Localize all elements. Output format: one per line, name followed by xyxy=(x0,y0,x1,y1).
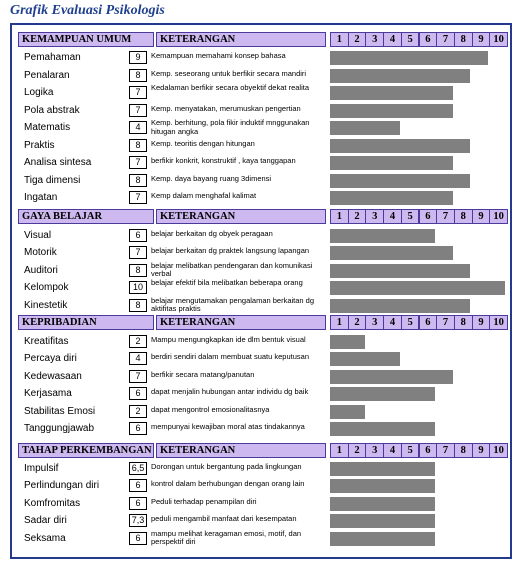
score-box: 6 xyxy=(129,229,147,242)
scale-tick-label: 2 xyxy=(348,209,367,224)
scale-tick-label: 2 xyxy=(348,315,367,330)
aspect-label: Percaya diri xyxy=(24,353,77,365)
score-bar xyxy=(330,174,470,188)
aspect-label: Kelompok xyxy=(24,282,69,294)
score-bar xyxy=(330,51,488,65)
description-header: KETERANGAN xyxy=(156,32,326,47)
score-bar xyxy=(330,264,470,278)
description-text: belajar mengutamakan pengalaman berkaitan dg aktifitas praktis xyxy=(151,295,315,314)
scale-tick-label: 7 xyxy=(436,209,455,224)
description-text: Dorongan untuk bergantung pada lingkungan xyxy=(151,462,302,471)
scale-tick-label: 10 xyxy=(489,209,508,224)
score-box: 7 xyxy=(129,191,147,204)
scale-tick-label: 9 xyxy=(472,209,491,224)
scale-tick-label: 1 xyxy=(330,315,349,330)
score-box: 4 xyxy=(129,121,147,134)
aspect-label: Visual xyxy=(24,230,52,241)
score-bar xyxy=(330,246,453,260)
aspect-label: Motorik xyxy=(24,247,57,259)
scale-tick-label: 6 xyxy=(419,32,438,47)
score-box: 8 xyxy=(129,69,147,82)
score-box: 7 xyxy=(129,104,147,117)
scale-tick-label: 5 xyxy=(401,315,420,330)
aspect-label: Tanggungjawab xyxy=(24,423,95,434)
score-bar xyxy=(330,532,435,546)
score-box: 6,5 xyxy=(129,462,147,475)
scale-tick-label: 3 xyxy=(365,443,384,458)
scale-tick-label: 6 xyxy=(419,209,438,224)
score-box: 7 xyxy=(129,86,147,99)
description-text: Mampu mengungkapkan ide dlm bentuk visual xyxy=(151,335,306,344)
scale-tick-label: 2 xyxy=(348,443,367,458)
scale-tick-label: 3 xyxy=(365,32,384,47)
aspect-label: Penalaran xyxy=(24,69,70,81)
scale-tick-label: 8 xyxy=(454,315,473,330)
scale-tick-label: 6 xyxy=(419,443,438,458)
aspect-label: Matematis xyxy=(24,122,71,133)
scale-tick-label: 1 xyxy=(330,32,349,47)
scale-tick-label: 3 xyxy=(365,315,384,330)
description-text: berfikir secara matang/panutan xyxy=(151,369,255,379)
scale-tick-label: 8 xyxy=(454,209,473,224)
score-bar xyxy=(330,86,453,100)
scale-tick-label: 10 xyxy=(489,443,508,458)
score-box: 4 xyxy=(129,352,147,365)
scale-tick-label: 4 xyxy=(383,32,402,47)
score-box: 7 xyxy=(129,370,147,383)
score-bar xyxy=(330,139,470,153)
aspect-label: Komfromitas xyxy=(24,497,81,509)
scale-tick-label: 4 xyxy=(383,209,402,224)
score-box: 8 xyxy=(129,174,147,187)
score-bar xyxy=(330,69,470,83)
description-header: KETERANGAN xyxy=(156,443,326,458)
description-header: KETERANGAN xyxy=(156,315,326,330)
aspect-label: Pola abstrak xyxy=(24,104,80,116)
aspect-label: Praktis xyxy=(24,139,55,151)
scale-tick-label: 10 xyxy=(489,315,508,330)
aspect-label: Auditori xyxy=(24,264,58,276)
section-header: KEMAMPUAN UMUM xyxy=(18,32,154,47)
score-bar xyxy=(330,229,435,243)
aspect-label: Perlindungan diri xyxy=(24,480,100,492)
description-text: belajar efektif bila melibatkan beberapa orang xyxy=(151,278,303,288)
score-box: 10 xyxy=(129,281,147,294)
score-bar xyxy=(330,462,435,476)
scale-tick-label: 5 xyxy=(401,209,420,224)
description-header: KETERANGAN xyxy=(156,209,326,224)
score-box: 8 xyxy=(129,264,147,277)
description-text: kontrol dalam berhubungan dengan orang lain xyxy=(151,479,305,489)
description-text: belajar melibatkan pendengaran dan komunikasi verbal xyxy=(151,260,313,279)
description-text: Kemp. seseorang untuk berfikir secara mandiri xyxy=(151,68,307,78)
score-bar xyxy=(330,405,365,419)
description-text: mempunyai kewajiban moral atas tindakannya xyxy=(151,422,305,431)
scale-tick-label: 8 xyxy=(454,443,473,458)
description-text: peduli mengambil manfaat dari kesempatan xyxy=(151,514,297,524)
description-text: mampu melihat keragaman emosi, motif, dan perspektif diri xyxy=(151,528,302,547)
scale-tick-label: 8 xyxy=(454,32,473,47)
scale-tick-label: 2 xyxy=(348,32,367,47)
score-bar xyxy=(330,497,435,511)
score-bar xyxy=(330,335,365,349)
scale-tick-label: 9 xyxy=(472,315,491,330)
scale-tick-label: 4 xyxy=(383,315,402,330)
description-text: belajar berkaitan dg obyek peragaan xyxy=(151,229,273,238)
aspect-label: Impulsif xyxy=(24,463,59,474)
score-bar xyxy=(330,299,470,313)
section-header: TAHAP PERKEMBANGAN xyxy=(18,443,154,458)
scale-tick-label: 6 xyxy=(419,315,438,330)
aspect-label: Kreatifitas xyxy=(24,336,69,347)
scale-tick-label: 1 xyxy=(330,443,349,458)
description-text: Kemp dalam menghafal kalimat xyxy=(151,191,257,200)
aspect-label: Pemahaman xyxy=(24,52,81,63)
score-box: 9 xyxy=(129,51,147,64)
scale-tick-label: 7 xyxy=(436,315,455,330)
score-box: 7 xyxy=(129,156,147,169)
page-title: Grafik Evaluasi Psikologis xyxy=(10,3,165,18)
score-bar xyxy=(330,104,453,118)
score-box: 6 xyxy=(129,479,147,492)
scale-tick-label: 9 xyxy=(472,443,491,458)
description-text: belajar berkaitan dg praktek langsung lapangan xyxy=(151,246,310,256)
score-box: 7,3 xyxy=(129,514,147,527)
description-text: dapat menjalin hubungan antar individu dg baik xyxy=(151,387,309,397)
score-box: 6 xyxy=(129,387,147,400)
score-box: 2 xyxy=(129,335,147,348)
aspect-label: Kedewasaan xyxy=(24,370,82,382)
aspect-label: Logika xyxy=(24,87,54,98)
aspect-label: Sadar diri xyxy=(24,515,67,527)
scale-tick-label: 10 xyxy=(489,32,508,47)
score-bar xyxy=(330,387,435,401)
score-bar xyxy=(330,156,453,170)
scale-tick-label: 7 xyxy=(436,32,455,47)
description-text: Kemp. berhitung, pola fikir induktif mnggunakan hitugan angka xyxy=(151,118,310,136)
aspect-label: Kinestetik xyxy=(24,299,68,311)
score-bar xyxy=(330,514,435,528)
description-text: berfikir konkrit, konstruktif , kaya tanggapan xyxy=(151,156,296,165)
description-text: berdiri sendiri dalam membuat suatu keputusan xyxy=(151,352,310,362)
section-header: GAYA BELAJAR xyxy=(18,209,154,224)
score-box: 2 xyxy=(129,405,147,418)
scale-tick-label: 3 xyxy=(365,209,384,224)
score-bar xyxy=(330,281,505,295)
description-text: Kemp. menyatakan, merumuskan pengertian xyxy=(151,103,301,113)
aspect-label: Analisa sintesa xyxy=(24,157,92,168)
aspect-label: Kerjasama xyxy=(24,388,72,400)
score-bar xyxy=(330,370,453,384)
scale-tick-label: 7 xyxy=(436,443,455,458)
description-text: Kemp. teoritis dengan hitungan xyxy=(151,138,255,148)
aspect-label: Ingatan xyxy=(24,192,58,203)
section-header: KEPRIBADIAN xyxy=(18,315,154,330)
scale-tick-label: 9 xyxy=(472,32,491,47)
score-bar xyxy=(330,191,453,205)
score-bar xyxy=(330,352,400,366)
score-box: 6 xyxy=(129,532,147,545)
score-bar xyxy=(330,479,435,493)
scale-tick-label: 1 xyxy=(330,209,349,224)
score-box: 7 xyxy=(129,246,147,259)
aspect-label: Seksama xyxy=(24,532,66,544)
description-text: Kemampuan memahami konsep bahasa xyxy=(151,51,286,60)
scale-tick-label: 5 xyxy=(401,32,420,47)
score-bar xyxy=(330,422,435,436)
score-box: 8 xyxy=(129,139,147,152)
score-bar xyxy=(330,121,400,135)
score-box: 6 xyxy=(129,422,147,435)
aspect-label: Tiga dimensi xyxy=(24,174,81,186)
scale-tick-label: 5 xyxy=(401,443,420,458)
score-box: 8 xyxy=(129,299,147,312)
score-box: 6 xyxy=(129,497,147,510)
description-text: dapat mengontrol emosionalitasnya xyxy=(151,404,270,414)
description-text: Peduli terhadap penampilan diri xyxy=(151,496,257,506)
aspect-label: Stabilitas Emosi xyxy=(24,405,96,417)
scale-tick-label: 4 xyxy=(383,443,402,458)
description-text: Kemp. daya bayang ruang 3dimensi xyxy=(151,173,272,183)
description-text: Kedalaman berfikir secara obyektif dekat realita xyxy=(151,83,309,92)
